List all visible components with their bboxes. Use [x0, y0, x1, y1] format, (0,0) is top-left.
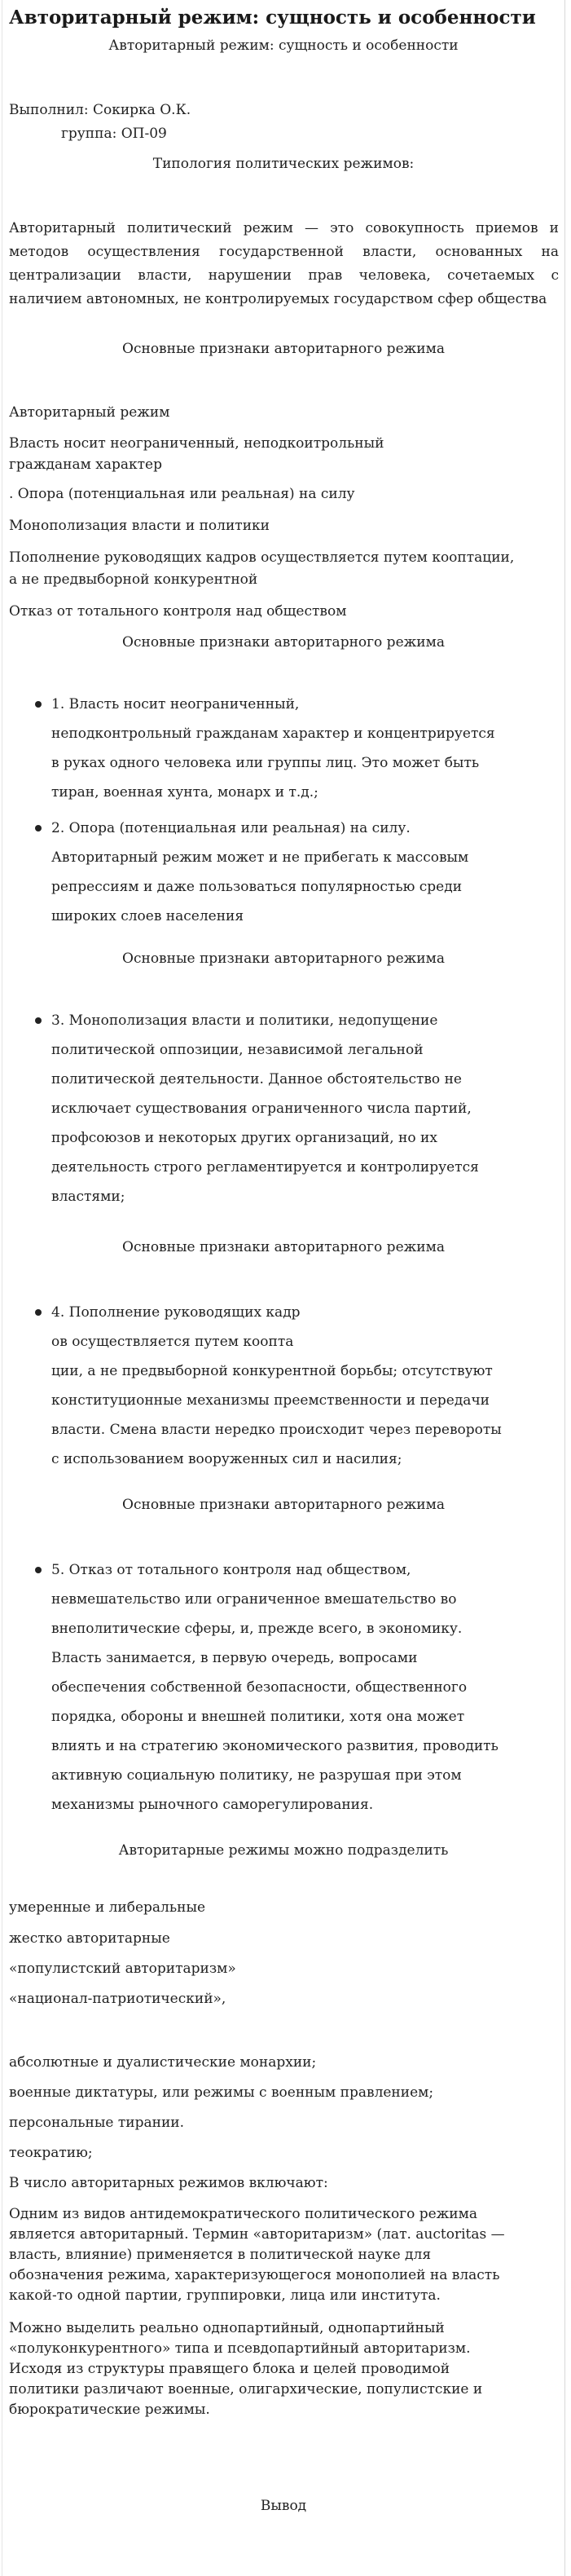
- slide-heading: Авторитарные режимы можно подразделить: [118, 1842, 449, 1859]
- paragraph-line: является авторитарный. Термин «авторитаризм» (лат. auctoritas —: [9, 2226, 505, 2243]
- feature-line: гражданам характер: [9, 457, 162, 473]
- feature-line: Отказ от тотального контроля над обществом: [9, 603, 347, 620]
- slide-heading: Основные признаки авторитарного режима: [122, 634, 445, 651]
- classification-line: «национал-патриотический»,: [9, 1991, 226, 2007]
- item-line: тиран, военная хунта, монарх и т.д.;: [51, 784, 318, 801]
- slide-heading: Основные признаки авторитарного режима: [122, 951, 445, 967]
- item-line: внеполитические сферы, и, прежде всего, в экономику.: [51, 1621, 463, 1637]
- classification-line: умеренные и либеральные: [9, 1899, 206, 1916]
- list-item: [51, 1298, 556, 1474]
- item-line: ции, а не предвыборной конкурентной борьбы; отсутствуют: [51, 1363, 493, 1379]
- classification-line: теократию;: [9, 2145, 93, 2161]
- item-line: обеспечения собственной безопасности, общественного: [51, 1679, 468, 1696]
- bullet-icon: [35, 1309, 42, 1316]
- document-title: Авторитарный режим: сущность и особенности: [9, 7, 536, 29]
- item-line: 5. Отказ от тотального контроля над обществом,: [51, 1562, 411, 1578]
- item-line: в руках одного человека или группы лиц. Это может быть: [51, 755, 480, 771]
- list-item: [51, 1006, 556, 1211]
- bullet-icon: [35, 701, 42, 708]
- item-line: порядка, обороны и внешней политики, хотя она может: [51, 1709, 465, 1725]
- list-item: [51, 690, 556, 807]
- feature-line: . Опора (потенциальная или реальная) на силу: [9, 486, 355, 502]
- slide-heading: Вывод: [260, 2498, 307, 2514]
- paragraph-line: «полуконкурентного» типа и псевдопартийный авторитаризм.: [9, 2340, 471, 2357]
- regime-label: Авторитарный режим: [9, 404, 170, 421]
- item-line: профсоюзов и некоторых других организаций, но их: [51, 1130, 437, 1146]
- paragraph-line: бюрократические режимы.: [9, 2402, 210, 2418]
- classification-line: жестко авторитарные: [9, 1930, 170, 1947]
- group-line: группа: ОП-09: [61, 126, 167, 142]
- item-line: исключает существования ограниченного числа партий,: [51, 1101, 472, 1117]
- paragraph-line: какой-то одной партии, группировки, лица или института.: [9, 2287, 441, 2304]
- definition-paragraph: Авторитарный политический режим — это совокупность приемов и методов осуществления государственной власти, основанных на централизации власти, нарушении прав человека, сочетаемых с наличием автономных, не контролируемых государством сфер общества: [9, 220, 559, 307]
- item-line: политической оппозиции, независимой легальной: [51, 1042, 424, 1058]
- item-line: неподконтрольный гражданам характер и концентрируется: [51, 726, 495, 742]
- item-line: властями;: [51, 1189, 125, 1205]
- bullet-icon: [35, 1017, 42, 1024]
- author-line: Выполнил: Сокирка О.К.: [9, 102, 191, 118]
- item-line: с использованием вооруженных сил и насилия;: [51, 1451, 402, 1467]
- classification-line: персональные тирании.: [9, 2115, 185, 2131]
- feature-line: Монополизация власти и политики: [9, 518, 270, 534]
- slide-title: Авторитарный режим: сущность и особенности: [108, 37, 459, 54]
- paragraph-line: обозначения режима, характеризующегося монополией на власть: [9, 2267, 500, 2283]
- bullet-icon: [35, 825, 42, 831]
- item-line: активную социальную политику, не разрушая при этом: [51, 1767, 462, 1784]
- item-line: власти. Смена власти нередко происходит через перевороты: [51, 1422, 502, 1438]
- item-line: конституционные механизмы преемственности и передачи: [51, 1392, 490, 1409]
- feature-line: Пополнение руководящих кадров осуществляется путем кооптации,: [9, 549, 515, 566]
- feature-line: Власть носит неограниченный, неподкоитрольный: [9, 435, 384, 452]
- item-line: невмешательство или ограниченное вмешательство во: [51, 1591, 457, 1608]
- classification-line: В число авторитарных режимов включают:: [9, 2175, 328, 2191]
- info-paragraph: [9, 2318, 482, 2420]
- slide-heading: Основные признаки авторитарного режима: [122, 1497, 445, 1513]
- item-line: Авторитарный режим может и не прибегать к массовым: [51, 849, 469, 866]
- list-item: [51, 814, 556, 931]
- paragraph-line: Одним из видов антидемократического политического режима: [9, 2206, 477, 2222]
- feature-line: а не предвыборной конкурентной: [9, 571, 258, 588]
- item-line: 1. Власть носит неограниченный,: [51, 696, 300, 712]
- item-line: механизмы рыночного саморегулирования.: [51, 1797, 374, 1813]
- classification-line: военные диктатуры, или режимы с военным правлением;: [9, 2084, 434, 2101]
- paragraph-line: Можно выделить реально однопартийный, однопартийный: [9, 2320, 445, 2336]
- slide-heading: Основные признаки авторитарного режима: [122, 1239, 445, 1255]
- item-line: политической деятельности. Данное обстоятельство не: [51, 1071, 462, 1087]
- item-line: репрессиям и даже пользоваться популярностью среди: [51, 879, 463, 895]
- item-line: 3. Монополизация власти и политики, недопущение: [51, 1012, 438, 1029]
- classification-line: «популистский авторитаризм»: [9, 1961, 236, 1977]
- item-line: деятельность строго регламентируется и контролируется: [51, 1159, 479, 1176]
- item-line: ов осуществляется путем коопта: [51, 1334, 294, 1350]
- paragraph-line: власть, влияние) применяется в политической науке для: [9, 2247, 432, 2263]
- paragraph-line: политики различают военные, олигархические, популистские и: [9, 2381, 483, 2397]
- classification-line: абсолютные и дуалистические монархии;: [9, 2054, 317, 2071]
- list-item: [51, 1555, 556, 1820]
- info-paragraph: [9, 2204, 505, 2306]
- bullet-icon: [35, 1567, 42, 1573]
- item-line: Власть занимается, в первую очередь, вопросами: [51, 1650, 418, 1666]
- item-line: широких слоев населения: [51, 908, 244, 924]
- document-page: [2, 0, 565, 2576]
- slide-heading: Основные признаки авторитарного режима: [122, 341, 445, 357]
- slide-heading: Типология политических режимов:: [152, 156, 415, 172]
- paragraph-line: Исходя из структуры правящего блока и целей проводимой: [9, 2361, 450, 2377]
- item-line: 2. Опора (потенциальная или реальная) на силу.: [51, 820, 411, 836]
- item-line: 4. Пополнение руководящих кадр: [51, 1304, 301, 1321]
- item-line: влиять и на стратегию экономического развития, проводить: [51, 1738, 499, 1754]
